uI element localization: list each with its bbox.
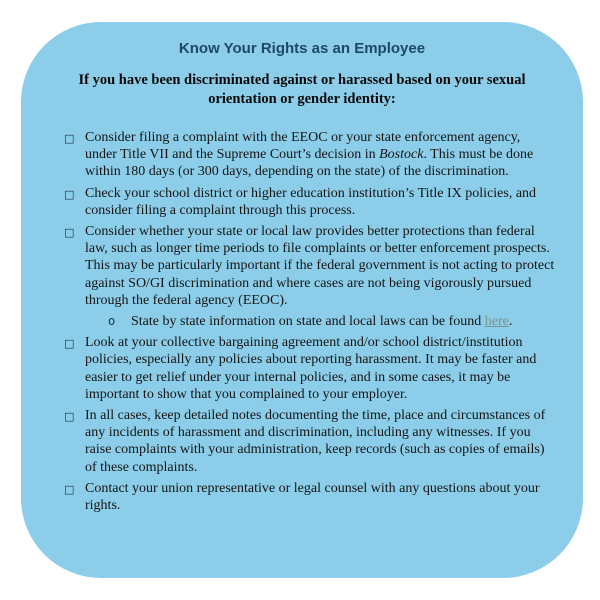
square-bullet-icon: □ xyxy=(64,187,75,201)
list-item xyxy=(62,407,555,476)
list-item-text xyxy=(85,481,540,513)
list-item xyxy=(62,334,555,403)
text-segment: In all cases, keep detailed notes documenting the time, place and circumstances of any incidents of harassment and discrimination, including any witnesses. If you raise complaints with your administration, keep records (such as copies of emails) of these complaints. xyxy=(85,408,546,475)
list-item-text xyxy=(85,408,545,475)
circle-bullet-icon: o xyxy=(108,314,116,329)
text-segment: Consider whether your state or local law provides better protections than federal law, such as longer time periods to file complaints or better enforcement prospects. This may be particularly important if the federal government is not acting to protect against SO/GI discrimination and where cases are not being vigorously pursued through the federal agency (EEOC). xyxy=(85,224,555,308)
sub-list-item xyxy=(106,313,555,330)
list-item xyxy=(62,223,555,309)
text-segment: Consider filing a complaint with the EEOC or your state enforcement agency, under Title VII and the Supreme Court’s decision in xyxy=(85,130,521,163)
list-item-text xyxy=(85,130,533,179)
square-bullet-icon: □ xyxy=(64,226,75,240)
square-bullet-icon: □ xyxy=(64,132,75,145)
list-item xyxy=(62,129,555,181)
text-segment: . This must be done within 180 days (or 300 days, depending on the state) of the discrimination. xyxy=(85,147,534,180)
list-item xyxy=(62,480,555,514)
rights-list xyxy=(21,129,583,514)
square-bullet-icon: □ xyxy=(64,410,75,424)
list-item-text xyxy=(85,335,536,402)
here-link[interactable]: here xyxy=(484,314,509,330)
card-subtitle: If you have been discriminated against or harassed based on your sexual orientation or gender identity: xyxy=(78,72,526,107)
list-item xyxy=(62,185,555,219)
list-item-text xyxy=(85,224,554,308)
square-bullet-icon: □ xyxy=(64,337,75,351)
know-your-rights-card xyxy=(21,22,583,578)
text-segment: . xyxy=(508,314,513,330)
case-name-italic: Bostock xyxy=(379,147,424,163)
text-segment: Contact your union representative or legal counsel with any questions about your rights. xyxy=(85,480,540,514)
text-segment: Look at your collective bargaining agreement and/or school district/institution policies, especially any policies about reporting harassment. It may be faster and easier to get relief under your internal policies, and in some cases, it may be important to show that you complained to your employer. xyxy=(85,335,537,402)
text-segment: Check your school district or higher education institution’s Title IX policies, and consider filing a complaint through this process. xyxy=(85,185,537,218)
list-item-text xyxy=(85,186,536,218)
square-bullet-icon: □ xyxy=(64,482,75,496)
text-segment: State by state information on state and local laws can be found xyxy=(131,314,485,330)
list-item-text xyxy=(131,314,512,329)
card-title: Know Your Rights as an Employee xyxy=(178,40,426,57)
